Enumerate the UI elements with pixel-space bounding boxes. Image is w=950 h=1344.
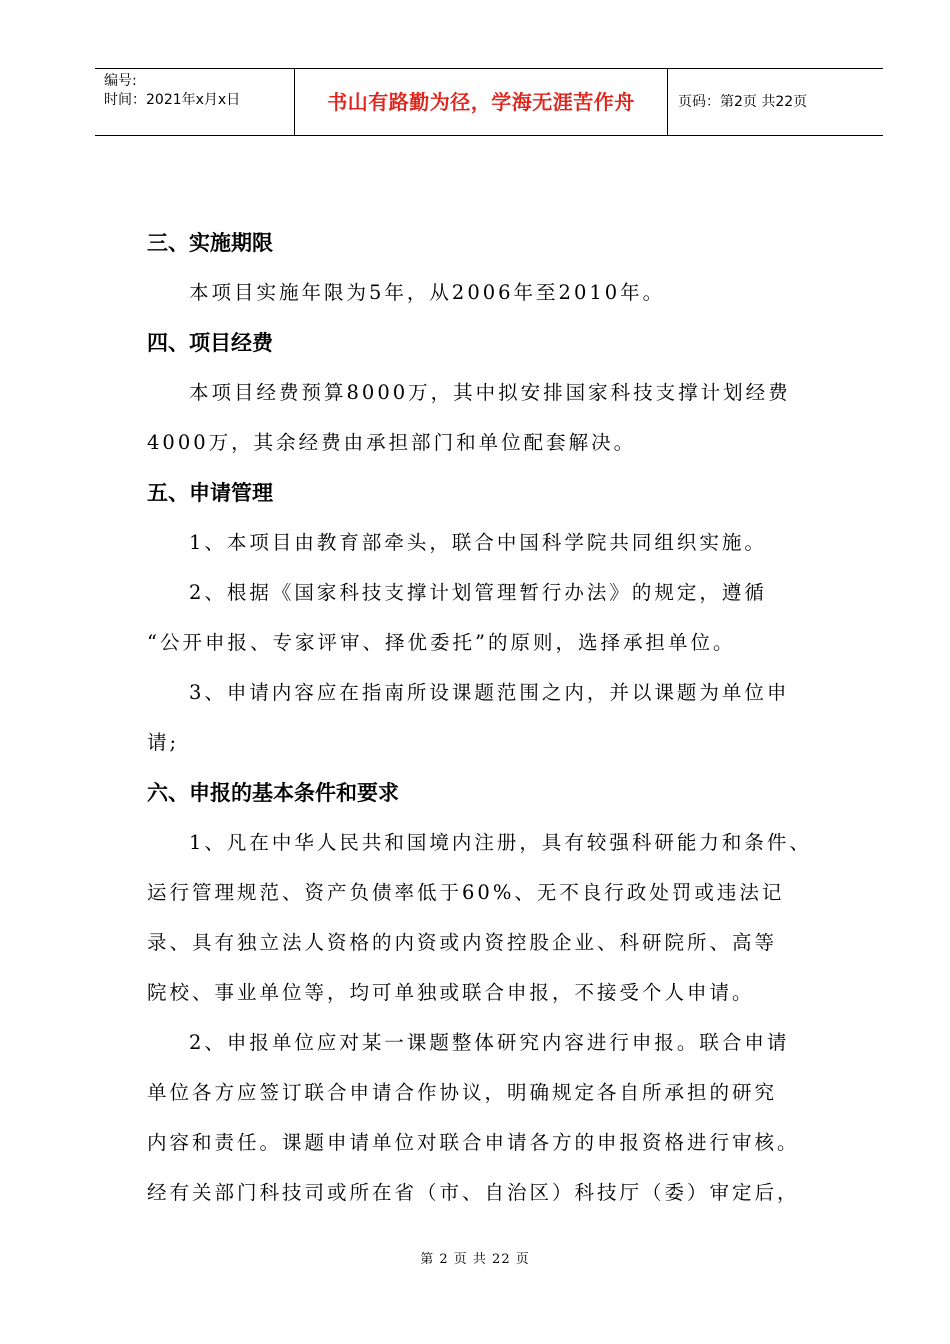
paragraph-line: 本项目实施年限为5年，从2006年至2010年。 [189,281,666,304]
paragraph-line: 2、申报单位应对某一课题整体研究内容进行申报。联合申请 [189,1031,790,1054]
paragraph [147,368,847,468]
paragraph-line: 4000万，其余经费由承担部门和单位配套解决。 [147,431,637,454]
paragraph-line: 1、本项目由教育部牵头，联合中国科学院共同组织实施。 [189,531,767,554]
section-heading-6: 六、申报的基本条件和要求 [147,781,399,805]
paragraph-line: 单位各方应签订联合申请合作协议，明确规定各自所承担的研究 [147,1081,778,1104]
paragraph-line: 院校、事业单位等，均可单独或联合申报，不接受个人申请。 [147,981,755,1004]
paragraph-line: 运行管理规范、资产负债率低于60%、无不良行政处罚或违法记 [147,881,785,904]
section-heading-4: 四、项目经费 [147,331,273,355]
paragraph [147,568,847,668]
paragraph [147,668,847,768]
paragraph-line: 2、根据《国家科技支撑计划管理暂行办法》的规定，遵循 [189,581,767,604]
paragraph [147,268,847,318]
document-body [147,218,847,1218]
paragraph [147,818,847,1018]
paragraph-line: 录、具有独立法人资格的内资或内资控股企业、科研院所、高等 [147,931,778,954]
paragraph-line: 请; [147,731,180,754]
paragraph-line: “公开申报、专家评审、择优委托”的原则，选择承担单位。 [147,631,736,654]
header-time-label: 时间：2021年x月x日 [104,92,241,108]
header-page-label: 页码：第2页 共22页 [678,94,808,110]
page-footer: 第 2 页 共 22 页 [420,1252,530,1267]
paragraph-line: 1、凡在中华人民共和国境内注册，具有较强科研能力和条件、 [189,831,812,854]
header-number-label: 编号: [104,73,137,89]
paragraph [147,1018,847,1218]
header-motto: 书山有路勤为径，学海无涯苦作舟 [295,69,668,135]
section-heading-3: 三、实施期限 [147,231,273,255]
section-heading-5: 五、申请管理 [147,481,273,505]
paragraph-line: 经有关部门科技司或所在省（市、自治区）科技厅（委）审定后， [147,1181,800,1204]
header-meta-cell [95,69,295,135]
paragraph-line: 本项目经费预算8000万，其中拟安排国家科技支撑计划经费 [189,381,791,404]
paragraph-line: 内容和责任。课题申请单位对联合申请各方的申报资格进行审核。 [147,1131,800,1154]
document-header [95,68,883,136]
paragraph [147,518,847,568]
paragraph-line: 3、申请内容应在指南所设课题范围之内，并以课题为单位申 [189,681,790,704]
